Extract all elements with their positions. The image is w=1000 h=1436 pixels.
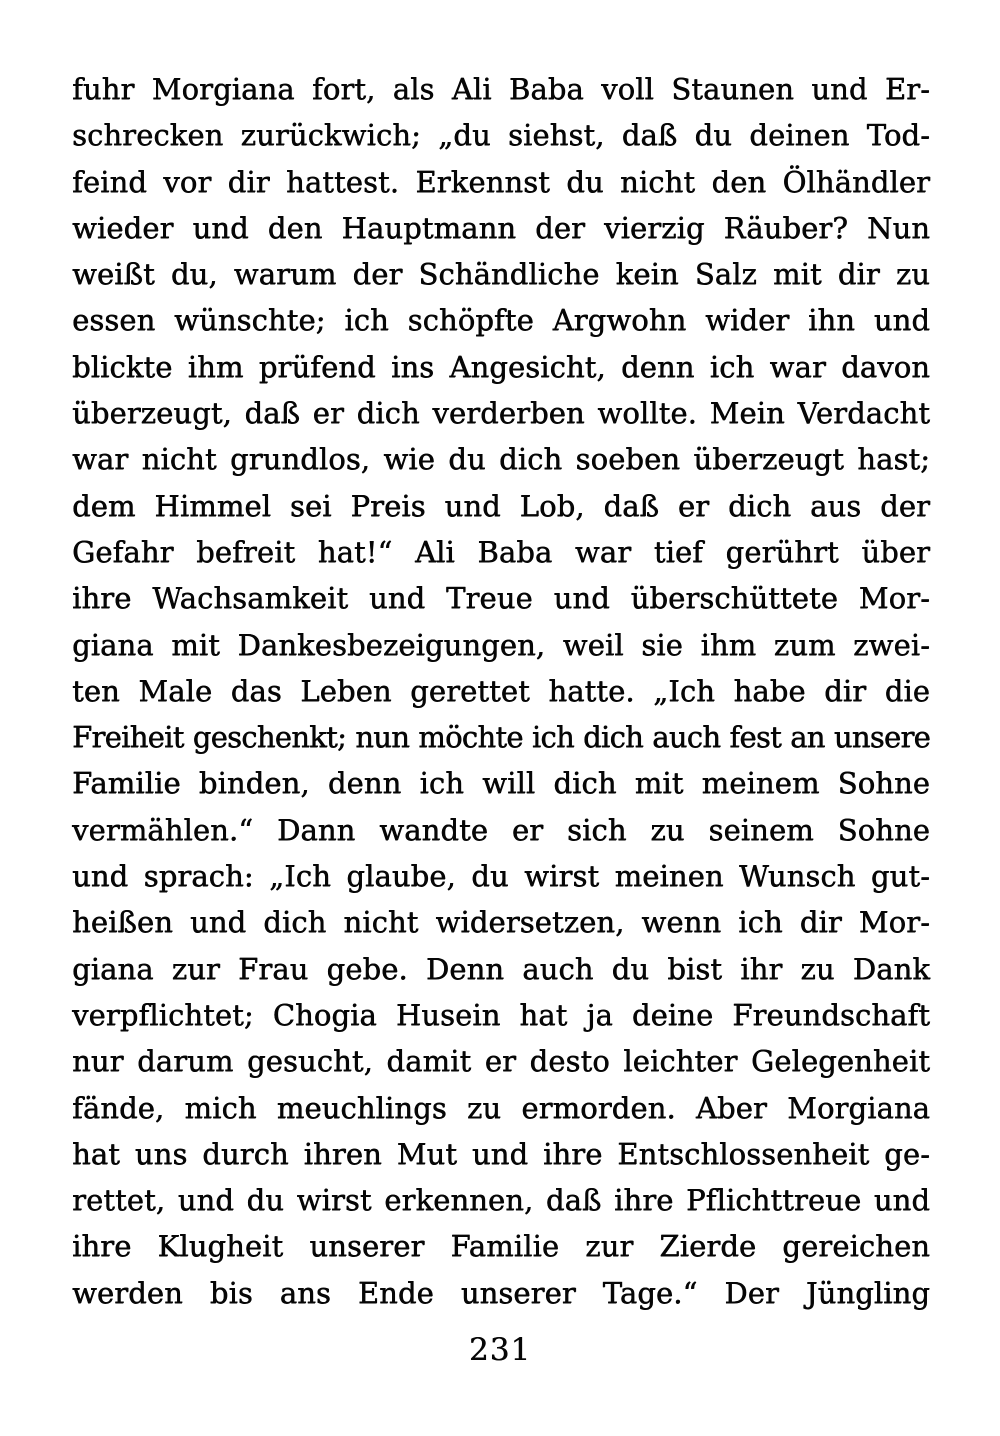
text-line: fände, mich meuchlings zu ermorden. Aber Morgiana [72, 1090, 930, 1125]
text-line: Gefahr befreit hat!“ Ali Baba war tief gerührt über [72, 534, 930, 569]
text-line: war nicht grundlos, wie du dich soeben überzeugt hast; [72, 442, 930, 477]
text-line: hat uns durch ihren Mut und ihre Entschlossenheit ge- [72, 1136, 930, 1171]
text-line: überzeugt, daß er dich verderben wollte. Mein Verdacht [72, 396, 930, 431]
text-line: nur darum gesucht, damit er desto leichter Gelegenheit [72, 1044, 930, 1079]
text-line: Familie binden, denn ich will dich mit meinem Sohne [72, 766, 930, 801]
text-line: weißt du, warum der Schändliche kein Salz mit dir zu [72, 257, 930, 292]
body-text [72, 66, 930, 1316]
text-line: feind vor dir hattest. Erkennst du nicht den Ölhändler [72, 164, 930, 199]
text-line: blickte ihm prüfend ins Angesicht, denn ich war davon [72, 349, 930, 384]
text-line: werden bis ans Ende unserer Tage.“ Der Jüngling [72, 1275, 930, 1310]
text-line: giana mit Dankesbezeigungen, weil sie ihm zum zwei- [72, 627, 930, 662]
text-line: ihre Klugheit unserer Familie zur Zierde gereichen [72, 1229, 930, 1264]
page-number: 231 [468, 1332, 532, 1368]
text-line: heißen und dich nicht widersetzen, wenn ich dir Mor- [72, 905, 930, 940]
text-line: giana zur Frau gebe. Denn auch du bist ihr zu Dank [72, 951, 930, 986]
text-line: essen wünschte; ich schöpfte Argwohn wider ihn und [72, 303, 930, 338]
text-line: rettet, und du wirst erkennen, daß ihre Pflichttreue und [72, 1183, 930, 1218]
text-line: ihre Wachsamkeit und Treue und überschüttete Mor- [72, 581, 930, 616]
text-line: ten Male das Leben gerettet hatte. „Ich habe dir die [72, 673, 930, 708]
text-line: dem Himmel sei Preis und Lob, daß er dich aus der [72, 488, 930, 523]
text-line: fuhr Morgiana fort, als Ali Baba voll Staunen und Er- [72, 72, 930, 106]
text-line: Freiheit geschenkt; nun möchte ich dich auch fest an unsere [72, 720, 930, 755]
text-line: schrecken zurückwich; „du siehst, daß du deinen Tod- [72, 118, 930, 153]
text-line: vermählen.“ Dann wandte er sich zu seinem Sohne [72, 812, 930, 847]
text-line: wieder und den Hauptmann der vierzig Räuber? Nun [72, 210, 930, 245]
text-line: verpflichtet; Chogia Husein hat ja deine Freundschaft [72, 997, 930, 1032]
text-line: und sprach: „Ich glaube, du wirst meinen Wunsch gut- [72, 859, 930, 894]
